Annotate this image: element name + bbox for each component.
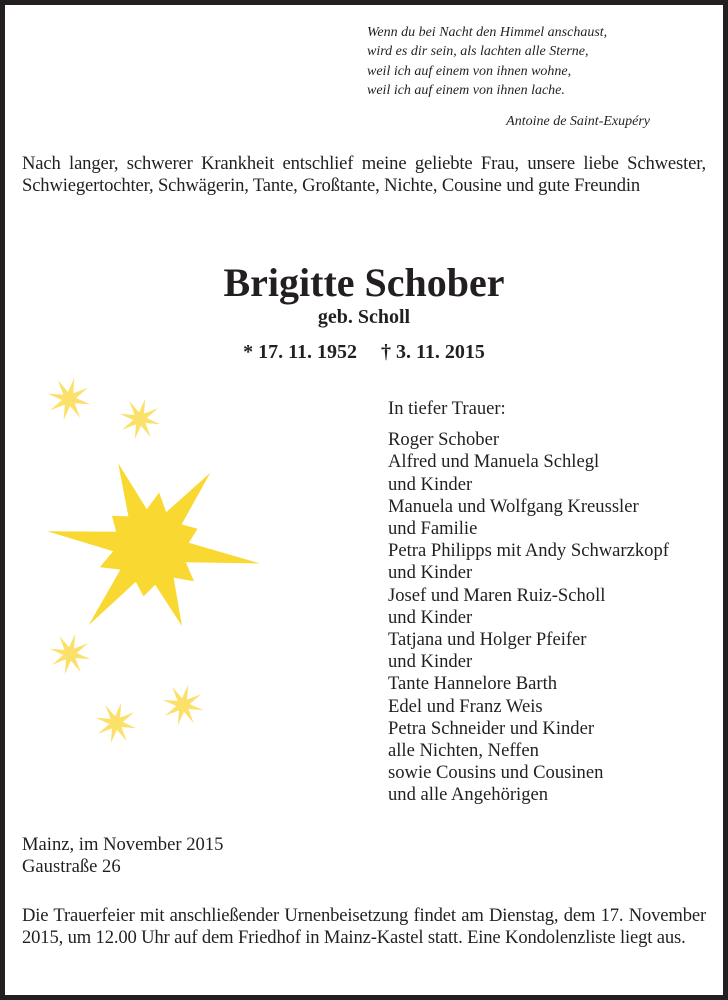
mourners-list [388, 398, 669, 807]
mourner-line: und Kinder [388, 562, 473, 584]
mourner-line: Alfred und Manuela Schlegl [388, 451, 600, 473]
quote-author: Antoine de Saint-Exupéry [506, 114, 650, 129]
mourner-line: und alle Angehörigen [388, 784, 549, 806]
mourner-line: sowie Cousins und Cousinen [388, 762, 604, 784]
mourners-heading: In tiefer Trauer: [388, 398, 506, 419]
stars-illustration [43, 371, 263, 751]
intro-text: Nach langer, schwerer Krankheit entschlief meine geliebte Frau, unsere liebe Schwester, Schwiegertochter, Schwägerin, Tante, Großtante, Nichte, Cousine und gute Freundin [22, 153, 706, 197]
mourner-line: und Familie [388, 518, 478, 540]
quote-line: wird es dir sein, als lachten alle Sterne, [367, 44, 589, 60]
mourner-line: und Kinder [388, 473, 473, 495]
small-star-icon [120, 399, 161, 440]
small-star-icon [50, 634, 91, 675]
quote-line: weil ich auf einem von ihnen wohne, [367, 63, 572, 79]
mourner-line: Tatjana und Holger Pfeifer [388, 629, 587, 651]
deceased-name: Brigitte Schober [223, 260, 505, 305]
mourner-line: und Kinder [388, 606, 473, 628]
small-star-icon [163, 685, 204, 726]
big-star-icon [47, 463, 260, 626]
mourner-line: Roger Schober [388, 429, 500, 451]
maiden-name: geb. Scholl [317, 306, 411, 328]
place-block [22, 834, 223, 878]
mourner-line: Petra Philipps mit Andy Schwarzkopf [388, 540, 669, 562]
city-date: Mainz, im November 2015 [22, 834, 224, 855]
small-star-icon [96, 703, 137, 744]
birth-date: * 17. 11. 1952 [243, 341, 357, 363]
small-star-icon [48, 378, 91, 421]
address: Gaustraße 26 [22, 856, 121, 878]
funeral-info: Die Trauerfeier mit anschließender Urnenbeisetzung findet am Dienstag, dem 17. November 2015, um 12.00 Uhr auf dem Friedhof in Mainz-Kastel statt. Eine Kondolenzliste liegt aus. [22, 905, 706, 949]
death-date: † 3. 11. 2015 [381, 341, 485, 363]
quote [367, 23, 607, 100]
mourner-line: Petra Schneider und Kinder [388, 717, 595, 739]
mourner-line: Edel und Franz Weis [388, 695, 543, 717]
mourner-line: Manuela und Wolfgang Kreussler [388, 495, 639, 517]
mourner-line: Josef und Maren Ruiz-Scholl [388, 584, 606, 606]
mourner-line: Tante Hannelore Barth [388, 673, 558, 695]
life-dates [5, 340, 723, 364]
mourner-line: und Kinder [388, 651, 473, 673]
quote-line: weil ich auf einem von ihnen lache. [367, 82, 565, 98]
quote-line: Wenn du bei Nacht den Himmel anschaust, [367, 25, 608, 40]
mourner-line: alle Nichten, Neffen [388, 740, 539, 762]
